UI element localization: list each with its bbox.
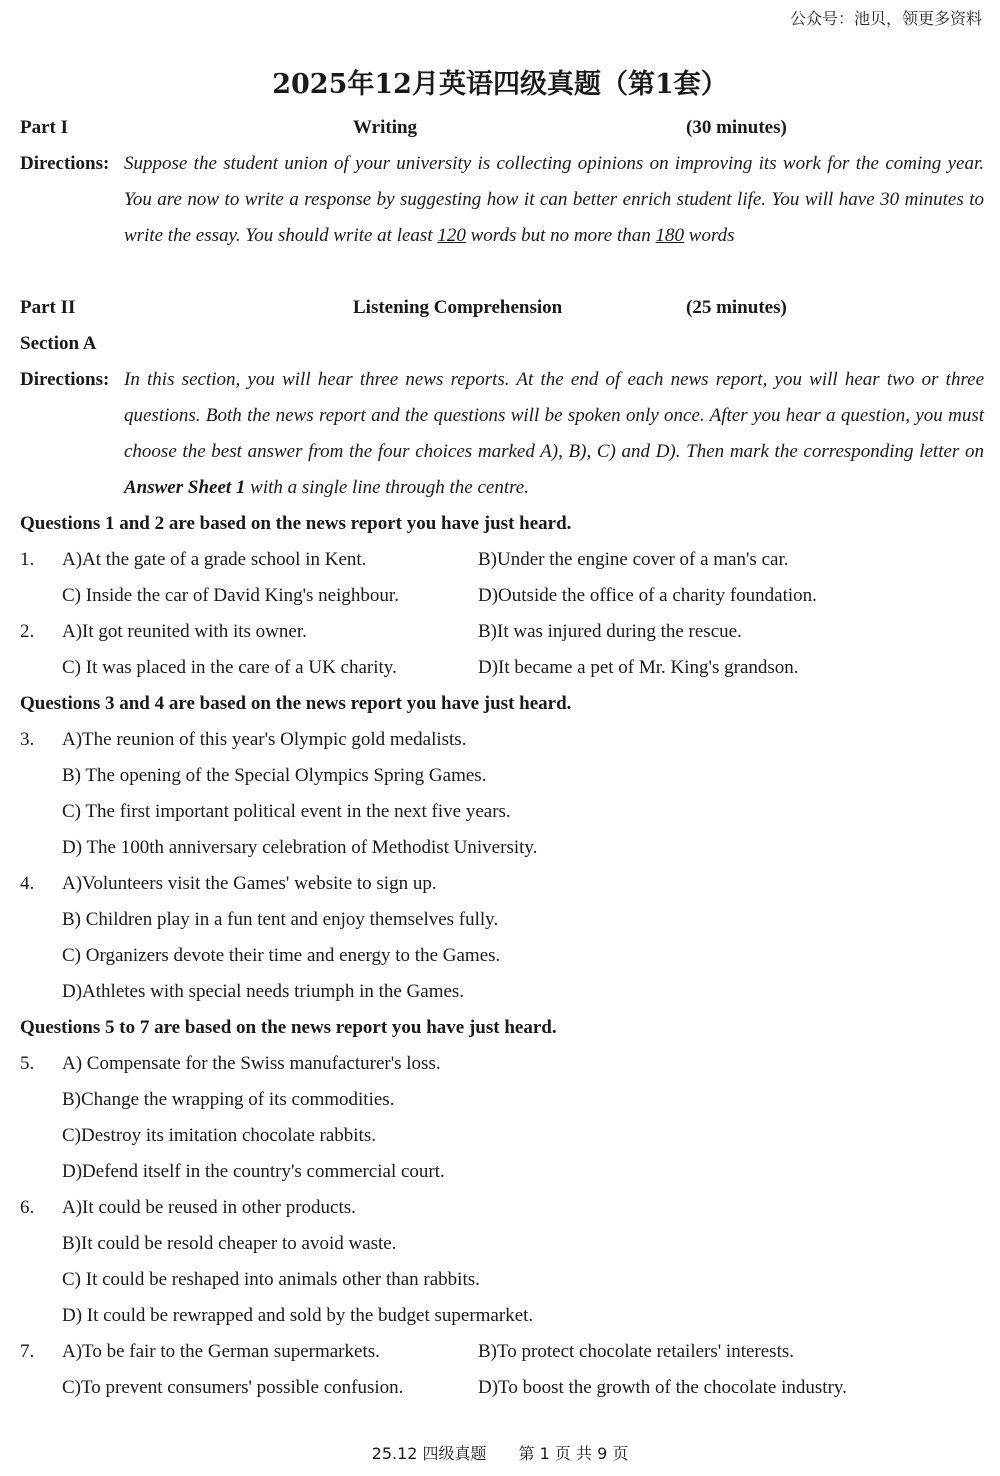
- writing-directions: Suppose the student union of your university is collecting opinions on improving its work for the coming year. You are now to write a response by suggesting how it can better enrich student life. You will have 30 minutes to write the essay. You should write at least 120 words but no more than 180 words: [124, 153, 984, 246]
- question-group-heading: Questions 1 and 2 are based on the news report you have just heard.: [20, 513, 572, 534]
- option: B) Children play in a fun tent and enjoy themselves fully.: [62, 909, 499, 930]
- part1-name: Writing: [353, 117, 418, 138]
- part2-time: (25 minutes): [686, 297, 787, 318]
- page-footer: 25.12 四级真题 第 1 页 共 9 页: [371, 1444, 629, 1463]
- option: D)Athletes with special needs triumph in the Games.: [62, 981, 465, 1002]
- option: B)Under the engine cover of a man's car.: [478, 549, 789, 570]
- question-number: 3.: [20, 729, 35, 750]
- option: B)It was injured during the rescue.: [478, 621, 742, 642]
- directions-label: Directions:: [20, 369, 110, 390]
- option: D)Outside the office of a charity foundation.: [478, 585, 817, 606]
- option: D)It became a pet of Mr. King's grandson.: [478, 657, 799, 678]
- option: C)Destroy its imitation chocolate rabbits.: [62, 1125, 376, 1146]
- question-number: 6.: [20, 1197, 35, 1218]
- part1-label: Part I: [20, 117, 69, 138]
- question-number: 2.: [20, 621, 35, 642]
- question-number: 5.: [20, 1053, 35, 1074]
- option: D)To boost the growth of the chocolate industry.: [478, 1377, 847, 1398]
- option: C) The first important political event in the next five years.: [62, 801, 511, 822]
- part2-label: Part II: [20, 297, 76, 318]
- section-a-label: Section A: [20, 333, 97, 354]
- option: D) It could be rewrapped and sold by the budget supermarket.: [62, 1305, 534, 1326]
- directions-label: Directions:: [20, 153, 110, 174]
- option: A)To be fair to the German supermarkets.: [62, 1341, 380, 1362]
- max-words: 180: [655, 225, 685, 246]
- question-group-heading: Questions 3 and 4 are based on the news report you have just heard.: [20, 693, 572, 714]
- option: A) Compensate for the Swiss manufacturer's loss.: [62, 1053, 441, 1074]
- part1-time: (30 minutes): [686, 117, 787, 138]
- header-note: 公众号：池贝，领更多资料: [789, 9, 982, 28]
- option: A)At the gate of a grade school in Kent.: [62, 549, 367, 570]
- question-number: 7.: [20, 1341, 35, 1362]
- option: A)It got reunited with its owner.: [62, 621, 307, 642]
- min-words: 120: [437, 225, 466, 246]
- option: D)Defend itself in the country's commercial court.: [62, 1161, 445, 1182]
- option: C) It could be reshaped into animals other than rabbits.: [62, 1269, 480, 1290]
- listening-directions: In this section, you will hear three news reports. At the end of each news report, you will hear two or three questions. Both the news report and the questions will be spoken only once. After you hear a question, you must choose the best answer from the four choices marked A), B), C) and D). Then mark the corresponding letter on Answer Sheet 1 with a single line through the centre.: [124, 369, 984, 498]
- option: C) It was placed in the care of a UK charity.: [62, 657, 397, 678]
- option: B)To protect chocolate retailers' interests.: [478, 1341, 794, 1362]
- question-group-heading: Questions 5 to 7 are based on the news report you have just heard.: [20, 1017, 557, 1038]
- option: D) The 100th anniversary celebration of Methodist University.: [62, 837, 538, 858]
- option: A)Volunteers visit the Games' website to sign up.: [62, 873, 437, 894]
- option: C)To prevent consumers' possible confusion.: [62, 1377, 404, 1398]
- option: B)It could be resold cheaper to avoid waste.: [62, 1233, 397, 1254]
- question-number: 4.: [20, 873, 35, 894]
- page-title: 2025年12月英语四级真题（第1套）: [272, 69, 728, 100]
- option: B) The opening of the Special Olympics Spring Games.: [62, 765, 487, 786]
- option: A)It could be reused in other products.: [62, 1197, 356, 1218]
- option: C) Inside the car of David King's neighbour.: [62, 585, 399, 606]
- answer-sheet-ref: Answer Sheet 1: [124, 477, 246, 498]
- question-number: 1.: [20, 549, 35, 570]
- option: A)The reunion of this year's Olympic gold medalists.: [62, 729, 467, 750]
- part2-name: Listening Comprehension: [353, 297, 563, 318]
- option: C) Organizers devote their time and energy to the Games.: [62, 945, 501, 966]
- option: B)Change the wrapping of its commodities.: [62, 1089, 395, 1110]
